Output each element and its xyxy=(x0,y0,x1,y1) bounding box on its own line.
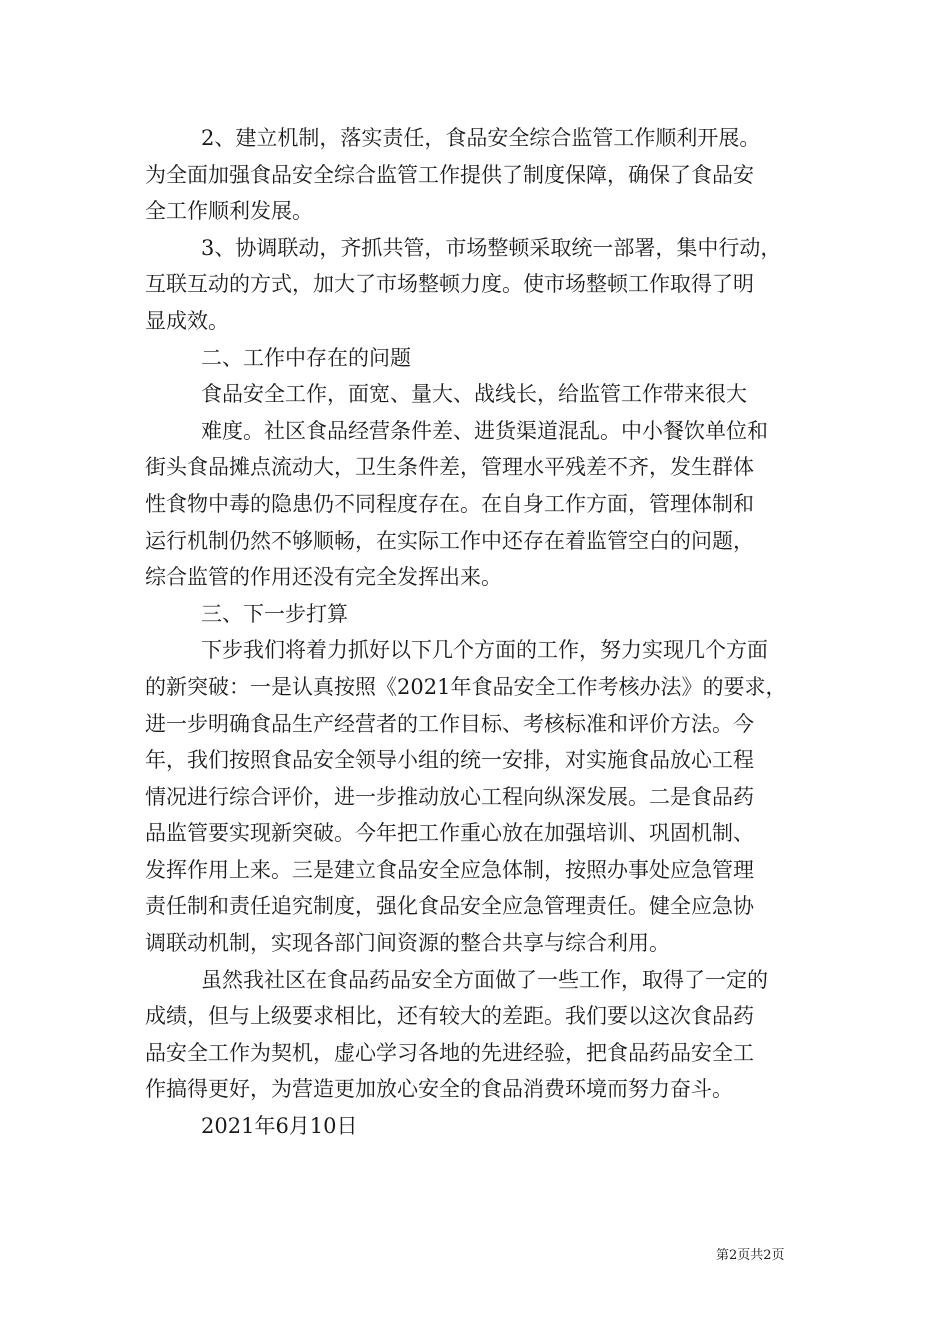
paragraph-line: 品安全工作为契机，虚心学习各地的先进经验，把食品药品安全工 xyxy=(145,1040,754,1065)
document-date: 2021年6月10日 xyxy=(201,1114,358,1139)
section-heading: 二、工作中存在的问题 xyxy=(201,345,411,370)
paragraph-line: 3、协调联动，齐抓共管，市场整顿采取统一部署，集中行动， xyxy=(201,235,782,260)
paragraph-line: 进一步明确食品生产经营者的工作目标、考核标准和评价方法。今 xyxy=(145,711,754,736)
paragraph-line: 为全面加强食品安全综合监管工作提供了制度保障，确保了食品安 xyxy=(145,162,754,187)
paragraph-line: 下步我们将着力抓好以下几个方面的工作，努力实现几个方面 xyxy=(201,638,768,663)
paragraph-line: 显成效。 xyxy=(145,308,229,333)
paragraph-line: 年，我们按照食品安全领导小组的统一安排，对实施食品放心工程 xyxy=(145,748,754,773)
paragraph-line: 责任制和责任追究制度，强化食品安全应急管理责任。健全应急协 xyxy=(145,894,754,919)
paragraph-line: 作搞得更好，为营造更加放心安全的食品消费环境而努力奋斗。 xyxy=(145,1077,733,1102)
paragraph-line: 性食物中毒的隐患仍不同程度存在。在自身工作方面，管理体制和 xyxy=(145,491,754,516)
paragraph-line: 全工作顺利发展。 xyxy=(145,199,313,224)
paragraph-line: 运行机制仍然不够顺畅，在实际工作中还存在着监管空白的问题， xyxy=(145,528,754,553)
paragraph-line: 品监管要实现新突破。今年把工作重心放在加强培训、巩固机制、 xyxy=(145,821,754,846)
paragraph-line: 综合监管的作用还没有完全发挥出来。 xyxy=(145,565,502,590)
section-heading: 三、下一步打算 xyxy=(201,601,348,626)
paragraph-line: 发挥作用上来。三是建立食品安全应急体制，按照办事处应急管理 xyxy=(145,857,754,882)
paragraph-line: 调联动机制，实现各部门间资源的整合共享与综合利用。 xyxy=(145,931,670,956)
page-number: 第2页共2页 xyxy=(716,1248,785,1263)
paragraph-line: 难度。社区食品经营条件差、进货渠道混乱。中小餐饮单位和 xyxy=(201,418,768,443)
paragraph-line: 情况进行综合评价，进一步推动放心工程向纵深发展。二是食品药 xyxy=(145,784,754,809)
paragraph-line: 的新突破：一是认真按照《2021年食品安全工作考核办法》的要求， xyxy=(145,674,787,699)
paragraph-line: 2、建立机制，落实责任，食品安全综合监管工作顺利开展。 xyxy=(201,126,761,150)
paragraph-line: 街头食品摊点流动大，卫生条件差，管理水平残差不齐，发生群体 xyxy=(145,455,754,480)
paragraph-line: 成绩，但与上级要求相比，还有较大的差距。我们要以这次食品药 xyxy=(145,1004,754,1029)
paragraph-line: 互联互动的方式，加大了市场整顿力度。使市场整顿工作取得了明 xyxy=(145,272,754,297)
document-body xyxy=(145,120,815,1145)
paragraph-line: 食品安全工作，面宽、量大、战线长，给监管工作带来很大 xyxy=(201,382,747,407)
paragraph-line: 虽然我社区在食品药品安全方面做了一些工作，取得了一定的 xyxy=(201,967,768,992)
